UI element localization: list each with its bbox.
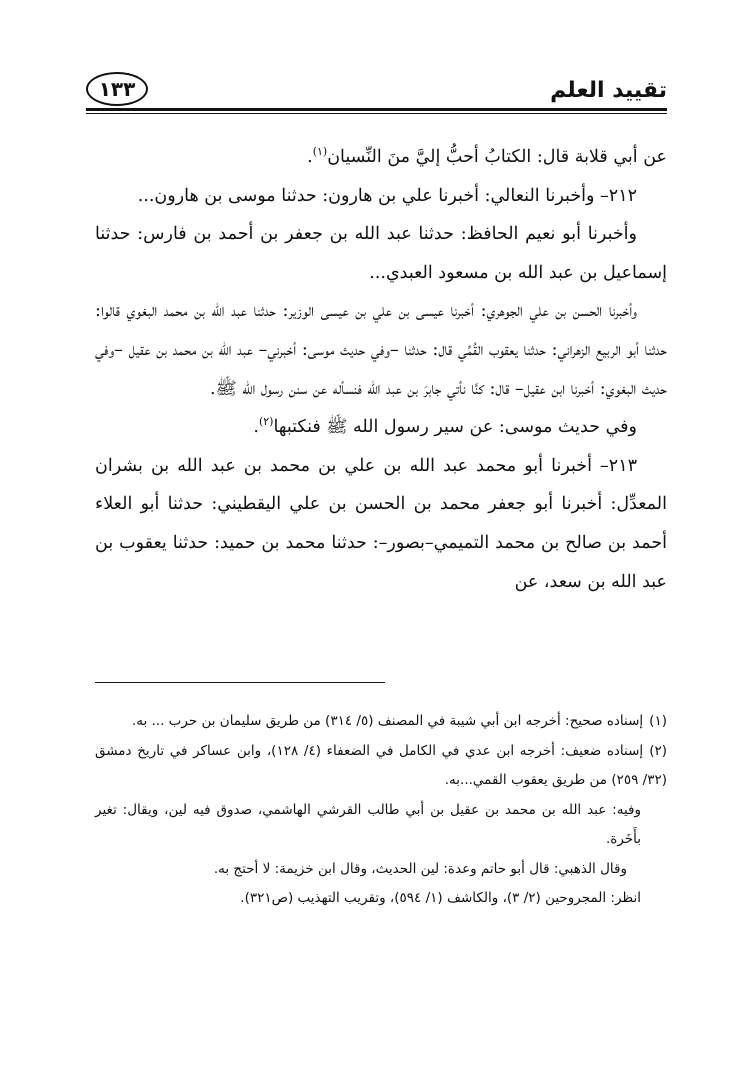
footnotes <box>95 707 667 914</box>
footnote-2-text: إسناده ضعيف: أخرجه ابن عدي في الكامل في الضعفاء (٤/ ١٢٨)، وابن عساكر في تاريخ دمشق (٣٢/ ٢٥٩) من طريق يعقوب القمي...به. <box>95 742 667 788</box>
paragraph-musa-end: . <box>253 417 259 438</box>
paragraph-1 <box>95 138 667 177</box>
page-number: ١٣٣ <box>86 72 148 106</box>
footnote-2-dhahabi: وقال الذهبي: قال أبو حاتم وعدة: لين الحديث، وقال ابن خزيمة: لا أحتج به. <box>213 860 627 877</box>
paragraph-musa <box>95 408 667 447</box>
footnote-1 <box>95 707 667 737</box>
paragraph-jawhari: وأخبرنا الحسن بن علي الجوهري: أخبرنا عيسى بن علي بن عيسى الوزير: حدثنا عبد الله بن محمد البغوي قالوا: حدثنا أبو الربيع الزهراني: حدثنا يعقوب القُمِّي قال: حدثنا –وفي حديث موسى: أخبرني– عبد الله بن محمد بن عقيل –وفي حديث البغوي: أخبرنا ابن عقيل– قال: كنَّا نأتي جابرَ بن عبد الله فنسأله عن سنن رسول الله ﷺ. <box>95 301 667 399</box>
main-text <box>95 138 667 601</box>
footnote-ref-2[interactable]: (٢) <box>258 415 274 429</box>
footnote-1-text: إسناده صحيح: أخرجه ابن أبي شيبة في المصنف (٥/ ٣١٤) من طريق سليمان بن حرب ... به. <box>131 713 644 729</box>
header-rule <box>86 108 667 111</box>
footnote-2-sources: انظر: المجروحين (٢/ ٣)، والكاشف (١/ ٥٩٤)، وتقريب التهذيب (ص٣٢١). <box>240 890 641 906</box>
running-title: تقييد العلم <box>550 78 667 103</box>
footnote-1-number: (١) <box>649 713 667 729</box>
paragraph-musa-text: وفي حديث موسى: عن سير رسول الله ﷺ فنكتبها <box>273 417 637 438</box>
paragraph-212: ٢١٢– وأخبرنا النعالي: أخبرنا علي بن هارون: حدثنا موسى بن هارون... <box>137 185 637 206</box>
page-header <box>86 70 667 114</box>
footnote-separator <box>95 682 385 683</box>
footnote-2 <box>95 737 667 796</box>
footnote-2-narrator: وفيه: عبد الله بن محمد بن عقيل بن أبي طالب القرشي الهاشمي، صدوق فيه لين، ويقال: تغير بأَخَرة. <box>95 801 641 847</box>
paragraph-1-end: . <box>307 147 313 167</box>
paragraph-abu-nuaym: وأخبرنا أبو نعيم الحافظ: حدثنا عبد الله بن جعفر بن أحمد بن فارس: حدثنا إسماعيل بن عبد الله بن مسعود العبدي... <box>95 224 667 283</box>
footnote-2-number: (٢) <box>649 742 668 759</box>
paragraph-213: ٢١٣– أخبرنا أبو محمد عبد الله بن علي بن محمد بن عبد الله بن بشران المعدِّل: أخبرنا أبو جعفر محمد بن الحسن بن علي اليقطيني: حدثنا أبو العلاء أحمد بن صالح بن محمد التميمي–بصور–: حدثنا محمد بن حميد: حدثنا يعقوب بن عبد الله بن سعد، عن <box>95 455 667 592</box>
paragraph-1-text: عن أبي قلابة قال: الكتابُ أحبُّ إليَّ منَ النِّسيان <box>327 147 667 167</box>
footnote-ref-1[interactable]: (١) <box>312 145 328 159</box>
header-rule-thin <box>86 113 667 114</box>
